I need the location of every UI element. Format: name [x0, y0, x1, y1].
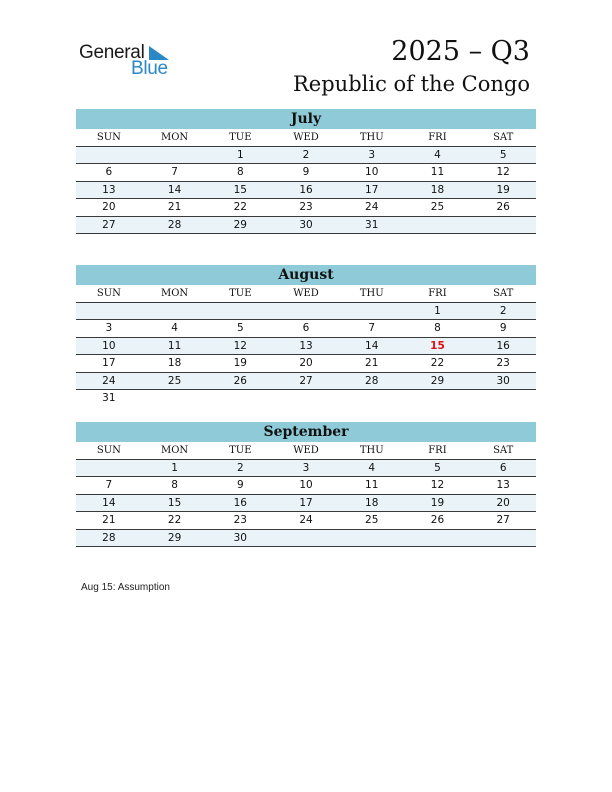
generalblue-logo	[79, 42, 179, 82]
day-cell: 22	[233, 201, 247, 214]
day-cell: 28	[167, 218, 182, 231]
empty-day-cell	[339, 303, 405, 319]
day-cell: 23	[299, 201, 313, 214]
week-row	[76, 147, 536, 164]
day-cell: 1	[434, 305, 441, 317]
weekday-label: SUN	[96, 132, 121, 143]
day-cell: 28	[365, 374, 379, 387]
day-cell: 8	[171, 479, 178, 492]
day-cell: 20	[496, 496, 510, 509]
day-cell: 21	[102, 514, 116, 527]
day-cell: 29	[167, 531, 182, 544]
day-cell: 28	[102, 531, 116, 544]
day-cell: 7	[171, 166, 178, 179]
day-cell: 17	[299, 496, 313, 509]
empty-day-cell	[142, 303, 208, 319]
month-calendar-august	[76, 265, 536, 407]
week-row	[76, 373, 536, 390]
empty-day-cell	[76, 147, 142, 163]
day-cell: 4	[368, 462, 376, 474]
empty-day-cell	[76, 460, 142, 476]
day-cell: 25	[365, 514, 379, 527]
day-cell: 27	[496, 514, 510, 527]
day-cell: 6	[499, 462, 507, 474]
day-cell: 13	[299, 339, 313, 352]
day-cell: 4	[171, 322, 178, 335]
day-cell: 2	[302, 149, 310, 161]
day-cell: 21	[365, 357, 379, 370]
day-cell: 26	[233, 374, 247, 387]
day-cell: 3	[368, 149, 376, 161]
day-cell: 15	[430, 339, 445, 352]
day-cell: 18	[430, 183, 445, 196]
day-cell: 2	[499, 305, 507, 317]
day-cell: 29	[233, 218, 247, 231]
day-cell: 17	[365, 183, 379, 196]
day-cell: 11	[167, 339, 182, 352]
page-subtitle: Republic of the Congo	[293, 72, 530, 96]
month-calendar-september	[76, 422, 536, 547]
week-row	[76, 303, 536, 320]
weekday-header-row	[76, 129, 536, 147]
day-cell: 18	[167, 357, 182, 370]
day-cell: 12	[233, 339, 247, 352]
weekday-label: SUN	[96, 445, 121, 456]
empty-day-cell	[470, 530, 536, 546]
weekday-label: WED	[293, 445, 319, 456]
empty-day-cell	[142, 390, 208, 407]
day-cell: 26	[496, 201, 510, 214]
week-row	[76, 320, 536, 337]
month-calendar-july	[76, 109, 536, 234]
weekday-label: MON	[160, 132, 189, 143]
day-cell: 7	[368, 322, 376, 335]
week-row	[76, 495, 536, 512]
week-row	[76, 477, 536, 494]
day-cell: 25	[167, 374, 182, 387]
week-row	[76, 338, 536, 355]
day-cell: 20	[102, 201, 116, 214]
weekday-label: TUE	[229, 445, 252, 456]
day-cell: 18	[365, 496, 379, 509]
day-cell: 5	[499, 149, 507, 161]
empty-day-cell	[273, 530, 339, 546]
day-cell: 13	[102, 183, 116, 196]
weekday-header-row	[76, 442, 536, 460]
day-cell: 9	[499, 322, 507, 335]
empty-day-cell	[142, 147, 208, 163]
day-cell: 13	[496, 479, 510, 492]
day-cell: 14	[167, 183, 182, 196]
empty-day-cell	[207, 303, 273, 319]
day-cell: 14	[365, 339, 379, 352]
day-cell: 27	[102, 218, 116, 231]
day-cell: 22	[430, 357, 445, 370]
day-cell: 6	[302, 322, 310, 335]
day-cell: 10	[365, 166, 379, 179]
day-cell: 9	[302, 166, 310, 179]
weekday-label: MON	[160, 445, 189, 456]
day-cell: 21	[167, 201, 182, 214]
empty-day-cell	[405, 217, 471, 233]
month-header: July	[76, 109, 536, 129]
day-cell: 4	[434, 149, 441, 161]
day-cell: 15	[167, 496, 182, 509]
day-cell: 2	[236, 462, 244, 474]
day-cell: 23	[496, 357, 510, 370]
day-cell: 26	[430, 514, 445, 527]
day-cell: 1	[236, 149, 244, 161]
day-cell: 12	[496, 166, 510, 179]
weekday-label: THU	[359, 288, 384, 299]
day-cell: 8	[434, 322, 441, 335]
weekday-label: WED	[293, 132, 319, 143]
week-row	[76, 182, 536, 199]
day-cell: 19	[233, 357, 247, 370]
weekday-label: TUE	[229, 288, 252, 299]
day-cell: 3	[105, 322, 113, 335]
day-cell: 10	[102, 339, 116, 352]
day-cell: 14	[102, 496, 116, 509]
weekday-label: TUE	[229, 132, 252, 143]
day-cell: 31	[102, 391, 116, 404]
weekday-label: FRI	[428, 445, 447, 456]
empty-day-cell	[470, 390, 536, 407]
weekday-label: FRI	[428, 288, 447, 299]
week-row	[76, 199, 536, 216]
empty-day-cell	[76, 303, 142, 319]
weekday-label: THU	[359, 132, 384, 143]
empty-day-cell	[339, 390, 405, 407]
weekday-label: SAT	[493, 445, 514, 456]
weekday-label: FRI	[428, 132, 447, 143]
empty-day-cell	[405, 390, 471, 407]
logo-text-blue: Blue	[131, 58, 168, 79]
weekday-label: THU	[359, 445, 384, 456]
day-cell: 30	[496, 374, 510, 387]
day-cell: 7	[105, 479, 113, 492]
day-cell: 19	[496, 183, 510, 196]
day-cell: 16	[496, 339, 510, 352]
week-row	[76, 217, 536, 234]
day-cell: 8	[236, 166, 244, 179]
day-cell: 15	[233, 183, 247, 196]
weekday-label: WED	[293, 288, 319, 299]
page-title: 2025 – Q3	[391, 36, 530, 67]
day-cell: 9	[236, 479, 244, 492]
weekday-header-row	[76, 285, 536, 303]
week-row	[76, 530, 536, 547]
empty-day-cell	[405, 530, 471, 546]
day-cell: 30	[299, 218, 313, 231]
day-cell: 27	[299, 374, 313, 387]
week-row	[76, 355, 536, 372]
week-row	[76, 512, 536, 529]
day-cell: 29	[430, 374, 445, 387]
day-cell: 19	[430, 496, 445, 509]
logo-text-general: General	[79, 42, 145, 63]
day-cell: 30	[233, 531, 247, 544]
day-cell: 11	[365, 479, 379, 492]
weekday-label: MON	[160, 288, 189, 299]
day-cell: 10	[299, 479, 313, 492]
day-cell: 12	[430, 479, 445, 492]
day-cell: 25	[430, 201, 445, 214]
day-cell: 16	[233, 496, 247, 509]
day-cell: 5	[434, 462, 441, 474]
day-cell: 5	[236, 322, 244, 335]
holiday-note: Aug 15: Assumption	[81, 582, 170, 593]
day-cell: 31	[365, 218, 379, 231]
empty-day-cell	[273, 390, 339, 407]
weekday-label: SUN	[96, 288, 121, 299]
day-cell: 24	[299, 514, 313, 527]
day-cell: 17	[102, 357, 116, 370]
day-cell: 20	[299, 357, 313, 370]
month-header: August	[76, 265, 536, 285]
empty-day-cell	[339, 530, 405, 546]
day-cell: 11	[430, 166, 445, 179]
empty-day-cell	[470, 217, 536, 233]
week-row	[76, 390, 536, 407]
day-cell: 16	[299, 183, 313, 196]
day-cell: 24	[102, 374, 116, 387]
day-cell: 22	[167, 514, 182, 527]
week-row	[76, 460, 536, 477]
day-cell: 3	[302, 462, 310, 474]
month-header: September	[76, 422, 536, 442]
day-cell: 6	[105, 166, 113, 179]
weekday-label: SAT	[493, 288, 514, 299]
day-cell: 1	[171, 462, 178, 474]
day-cell: 24	[365, 201, 379, 214]
weekday-label: SAT	[493, 132, 514, 143]
day-cell: 23	[233, 514, 247, 527]
week-row	[76, 164, 536, 181]
empty-day-cell	[207, 390, 273, 407]
empty-day-cell	[273, 303, 339, 319]
